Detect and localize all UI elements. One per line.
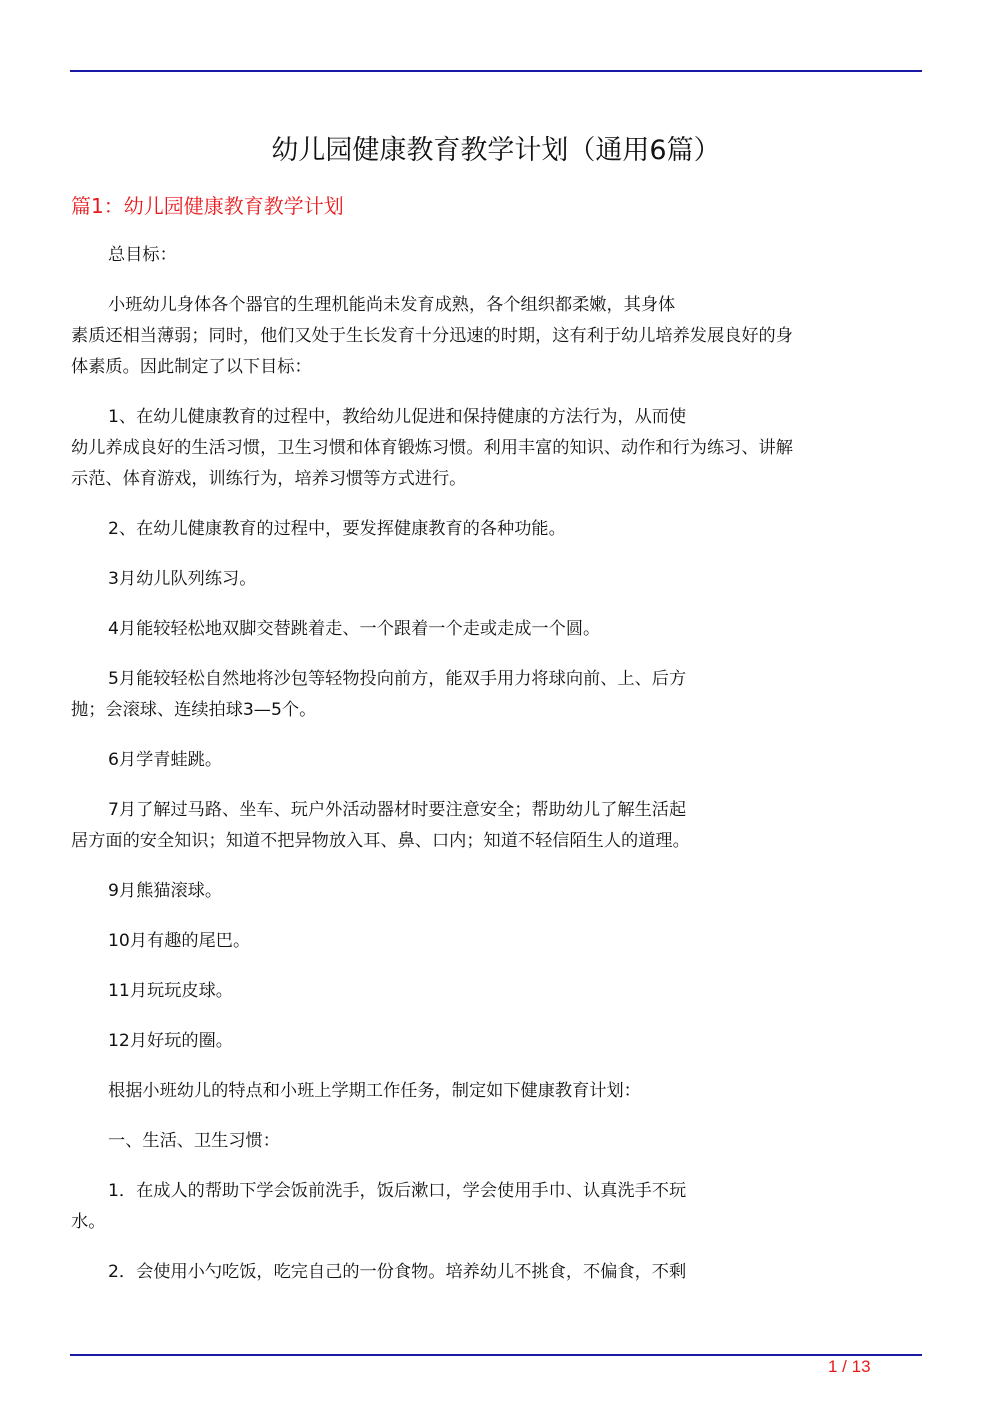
paragraph-line [71,1026,916,1057]
paragraph-line [71,321,916,352]
header-rule [70,70,922,72]
paragraph-line [71,926,916,957]
line-text: 12月好玩的圈。 [108,1031,233,1051]
paragraph [71,745,916,776]
paragraph-line [71,826,916,857]
line-text: 总目标： [108,245,177,265]
paragraph [71,1176,916,1238]
paragraph-line [71,795,916,826]
paragraph [71,926,916,957]
line-text: 2．会使用小勺吃饭，吃完自己的一份食物。培养幼儿不挑食，不偏食，不剩 [108,1262,687,1282]
paragraph [71,290,916,383]
line-text: 11月玩玩皮球。 [108,981,233,1001]
line-text: 3月幼儿队列练习。 [108,569,257,589]
footer-rule [70,1354,922,1356]
line-text: 体素质。因此制定了以下目标： [71,357,312,377]
paragraph [71,402,916,495]
paragraph-line [71,664,916,695]
line-text: 10月有趣的尾巴。 [108,931,251,951]
document-body [71,240,916,1307]
line-text: 居方面的安全知识；知道不把异物放入耳、鼻、口内；知道不轻信陌生人的道理。 [71,831,690,851]
line-text: 7月了解过马路、坐车、玩户外活动器材时要注意安全；帮助幼儿了解生活起 [108,800,687,820]
paragraph [71,664,916,726]
document-title: 幼儿园健康教育教学计划（通用6篇） [271,135,721,166]
line-text: 1．在成人的帮助下学会饭前洗手，饭后漱口，学会使用手巾、认真洗手不玩 [108,1181,687,1201]
paragraph-line [71,514,916,545]
paragraph-line [71,464,916,495]
paragraph-line [71,1207,916,1238]
paragraph-line [71,564,916,595]
paragraph [71,976,916,1007]
line-text: 幼儿养成良好的生活习惯，卫生习惯和体育锻炼习惯。利用丰富的知识、动作和行为练习、讲解 [71,438,793,458]
paragraph-line [71,1076,916,1107]
line-text: 一、生活、卫生习惯： [108,1131,280,1151]
paragraph-line [71,402,916,433]
page-number: 1 / 13 [828,1357,871,1376]
paragraph [71,795,916,857]
paragraph-line [71,614,916,645]
line-text: 小班幼儿身体各个器官的生理机能尚未发育成熟，各个组织都柔嫩，其身体 [108,295,676,315]
paragraph [71,1026,916,1057]
paragraph [71,564,916,595]
paragraph [71,1076,916,1107]
paragraph-line [71,240,916,271]
line-text: 6月学青蛙跳。 [108,750,223,770]
line-text: 4月能较轻松地双脚交替跳着走、一个跟着一个走或走成一个圆。 [108,619,601,639]
line-text: 水。 [71,1212,106,1232]
paragraph [71,614,916,645]
line-text: 示范、体育游戏，训练行为，培养习惯等方式进行。 [71,469,467,489]
line-text: 9月熊猫滚球。 [108,881,223,901]
paragraph-line [71,695,916,726]
line-text: 素质还相当薄弱；同时，他们又处于生长发育十分迅速的时期，这有利于幼儿培养发展良好的身 [71,326,793,346]
paragraph-line [71,290,916,321]
paragraph-line [71,352,916,383]
paragraph-line [71,876,916,907]
line-text: 1、在幼儿健康教育的过程中，教给幼儿促进和保持健康的方法行为，从而使 [108,407,687,427]
line-text: 5月能较轻松自然地将沙包等轻物投向前方，能双手用力将球向前、上、后方 [108,669,687,689]
paragraph [71,240,916,271]
line-text: 2、在幼儿健康教育的过程中，要发挥健康教育的各种功能。 [108,519,566,539]
line-text: 抛；会滚球、连续拍球3—5个。 [71,700,317,720]
paragraph [71,1257,916,1288]
line-text: 根据小班幼儿的特点和小班上学期工作任务，制定如下健康教育计划： [108,1081,641,1101]
paragraph-line [71,745,916,776]
section-heading: 篇1：幼儿园健康教育教学计划 [71,194,344,218]
paragraph-line [71,1126,916,1157]
paragraph [71,1126,916,1157]
paragraph-line [71,1176,916,1207]
paragraph-line [71,976,916,1007]
paragraph-line [71,1257,916,1288]
paragraph [71,514,916,545]
paragraph-line [71,433,916,464]
paragraph [71,876,916,907]
